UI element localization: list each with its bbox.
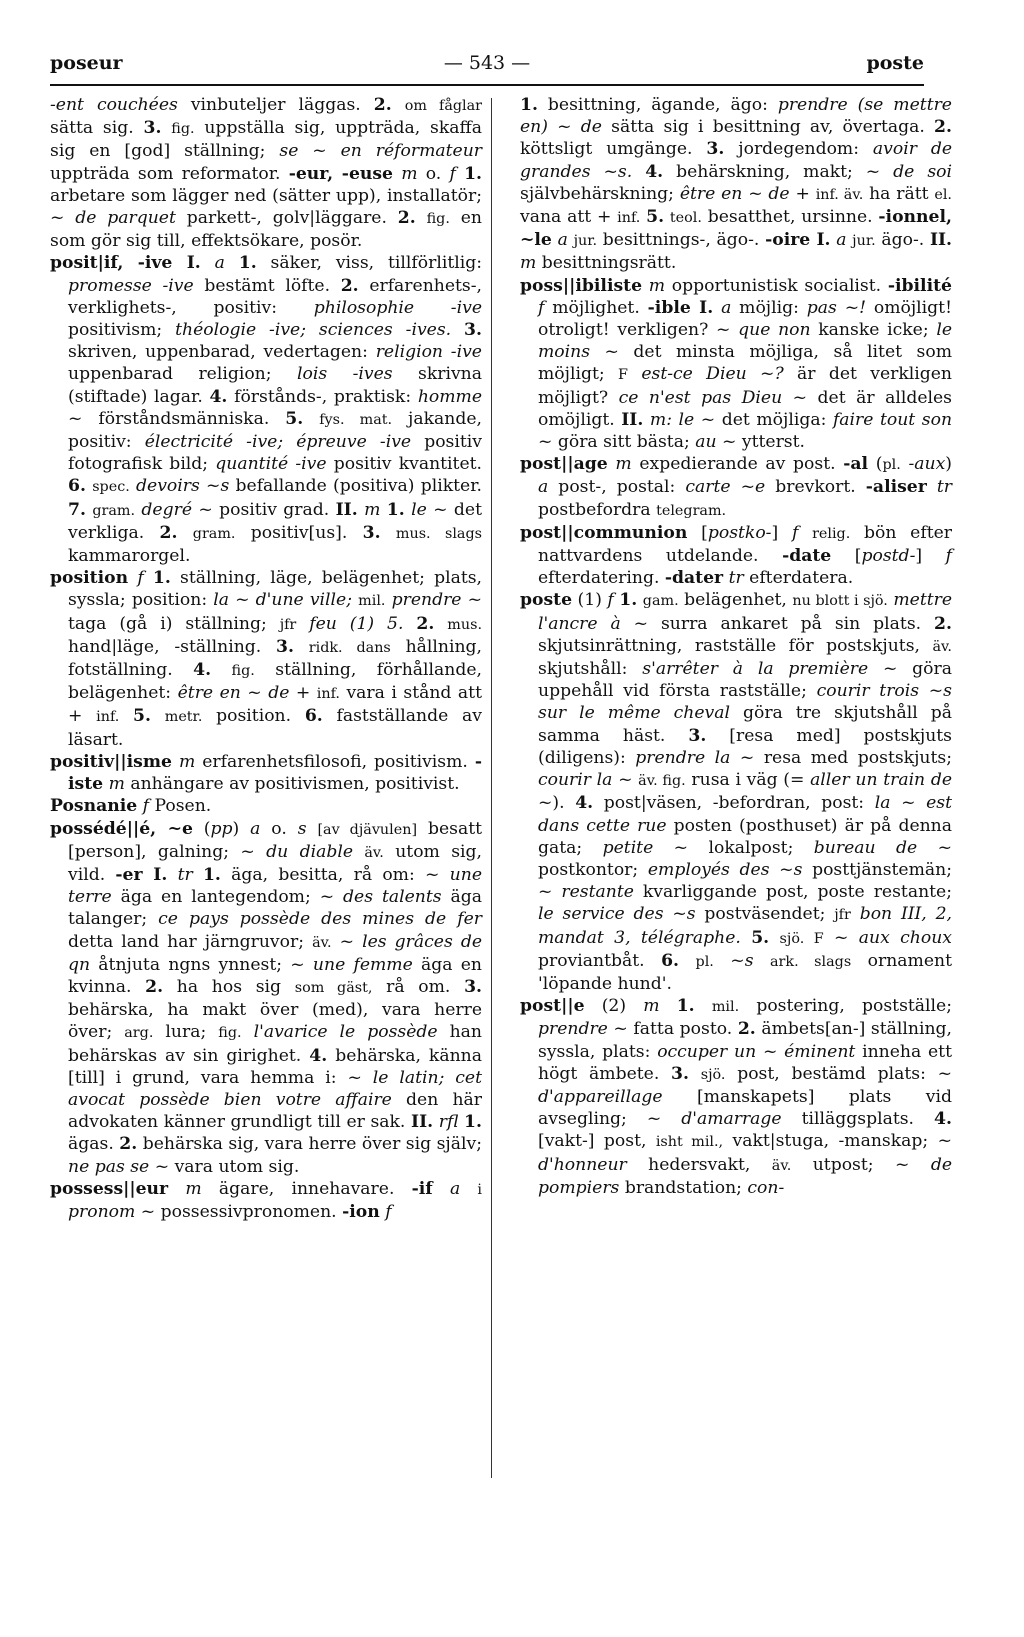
dictionary-entry: possess||eur m ägare, innehavare. -if a i pronom ~ possessivpronomen. -ion f: [50, 1178, 483, 1222]
left-column: [50, 94, 482, 1223]
dictionary-entry: possédé||é, ~e (pp) a o. s [av djävulen] besatt [person], galning; ~ du diable äv. utom sig, vild. -er I. tr 1. äga, besitta, rå om: ~ une terre äga en lantegendom; ~ des talents äga talanger; ce pays possède des mines de fer detta land har järngruvor; äv. ~ les grâces de qn åtnjuta ngns ynnest; ~ une femme äga en kvinna. 2. ha hos sig som gäst, rå om. 3. behärska, ha makt över (med), vara herre över; arg. lura; fig. l'avarice le possède han behärskas av sin girighet. 4. behärska, känna [till] i grund, vara hemma i: ~ le latin; cet avocat possède bien votre affaire den här advokaten känner grundligt till er sak. II. rfl 1. ägas. 2. behärska sig, vara herre över sig själv; ne pas se ~ vara utom sig.: [50, 818, 483, 1177]
right-column: [520, 94, 952, 1199]
dictionary-entry: -ent couchées vinbuteljer läggas. 2. om fåglar sätta sig. 3. fig. uppställa sig, uppträda, skaffa sig en [god] ställning; se ~ en réformateur uppträda som reformator. -eur, -euse m o. f 1. arbetare som lägger ned (sätter upp), installatör; ~ de parquet parkett-, golv|läggare. 2. fig. en som gör sig till, effektsökare, posör.: [50, 95, 483, 252]
dictionary-entry: post||communion [postko-] f relig. bön efter nattvardens utdelande. -date [postd-] f efterdatering. -dater tr efterdatera.: [520, 522, 953, 589]
dictionary-entry: post||age m expedierande av post. -al (pl. -aux) a post-, postal: carte ~e brevkort. -aliser tr postbefordra telegram.: [520, 454, 952, 520]
column-divider: [491, 98, 492, 1478]
dictionary-entry: positiv||isme m erfarenhetsfilosofi, positivism. -iste m anhängare av positivismen, positivist.: [50, 751, 482, 795]
dictionary-entry: poss||ibiliste m opportunistisk socialist. -ibilité f möjlighet. -ible I. a möjlig: pas ~! omöjligt! otroligt! verkligen? ~ que non kanske icke; le moins ~ det minsta möjliga, så litet som möjligt; F est-ce Dieu ~? är det verkligen möjligt? ce n'est pas Dieu ~ det är alldeles omöjligt. II. m: le ~ det möjliga: faire tout son ~ göra sitt bästa; au ~ ytterst.: [520, 275, 953, 453]
header-rule: [50, 84, 924, 86]
dictionary-entry: poste (1) f 1. gam. belägenhet, nu blott i sjö. mettre l'ancre à ~ surra ankaret på sin plats. 2. skjutsinrättning, rastställe för postskjuts, äv. skjutshåll: s'arrêter à la première ~ göra uppehåll vid första rastställe; courir trois ~s sur le même cheval göra tre skjutshåll på samma häst. 3. [resa med] postskjuts (diligens): prendre la ~ resa med postskjuts; courir la ~ äv. fig. rusa i väg (= aller un train de ~). 4. post|väsen, -befordran, post: la ~ est dans cette rue posten (posthuset) är på denna gata; petite ~ lokalpost; bureau de ~ postkontor; employés des ~s posttjänstemän; ~ restante kvarliggande post, poste restante; le service des ~s postväsendet; jfr bon III, 2, mandat 3, télégraphe. 5. sjö. F ~ aux choux proviantbåt. 6. pl. ~s ark. slags ornament 'löpande hund'.: [520, 590, 953, 994]
dictionary-entry: Posnanie f Posen.: [50, 796, 212, 817]
dictionary-entry: posit|if, -ive I. a 1. säker, viss, tillförlitlig: promesse -ive bestämt löfte. 2. erfarenhets-, verklighets-, positiv: philosophie -ive positivism; théologie -ive; sciences -ives. 3. skriven, uppenbarad, vedertagen: religion -ive uppenbarad religion; lois -ives skrivna (stiftade) lagar. 4. förstånds-, praktisk: homme ~ förståndsmänniska. 5. fys. mat. jakande, positiv: électricité -ive; épreuve -ive positiv fotografisk bild; quantité -ive positiv kvantitet. 6. spec. devoirs ~s befallande (positiva) plikter. 7. gram. degré ~ positiv grad. II. m 1. le ~ det verkliga. 2. gram. positiv[us]. 3. mus. slags kammarorgel.: [50, 253, 483, 567]
page-header: [50, 48, 924, 82]
dictionary-entry: 1. besittning, ägande, ägo: prendre (se mettre en) ~ de sätta sig i besittning av, övertaga. 2. köttsligt umgänge. 3. jordegendom: avoir de grandes ~s. 4. behärskning, makt; ~ de soi självbehärskning; être en ~ de + inf. äv. ha rätt el. vana att + inf. 5. teol. besatthet, ursinne. -ionnel, ~le a jur. besittnings-, ägo-. -oire I. a jur. ägo-. II. m besittningsrätt.: [520, 95, 953, 274]
page-number: — 543 —: [443, 52, 531, 74]
dictionary-entry: position f 1. ställning, läge, belägenhet; plats, syssla; position: la ~ d'une ville; mil. prendre ~ taga (gå i) ställning; jfr feu (1) 5. 2. mus. hand|läge, -ställning. 3. ridk. dans hållning, fotställning. 4. fig. ställning, förhållande, belägenhet: être en ~ de + inf. vara i stånd att + inf. 5. metr. position. 6. fastställande av läsart.: [50, 568, 483, 750]
header-right-guideword: poste: [866, 52, 924, 74]
header-left-guideword: poseur: [50, 52, 123, 74]
dictionary-entry: post||e (2) m 1. mil. postering, postställe; prendre ~ fatta posto. 2. ämbets[an-] ställning, syssla, plats: occuper un ~ éminent inneha ett högt ämbete. 3. sjö. post, bestämd plats: ~ d'appareillage [manskapets] plats vid avsegling; ~ d'amarrage tilläggsplats. 4. [vakt-] post, isht mil., vakt|stuga, -manskap; ~ d'honneur hedersvakt, äv. utpost; ~ de pompiers brandstation; con-: [520, 996, 953, 1198]
